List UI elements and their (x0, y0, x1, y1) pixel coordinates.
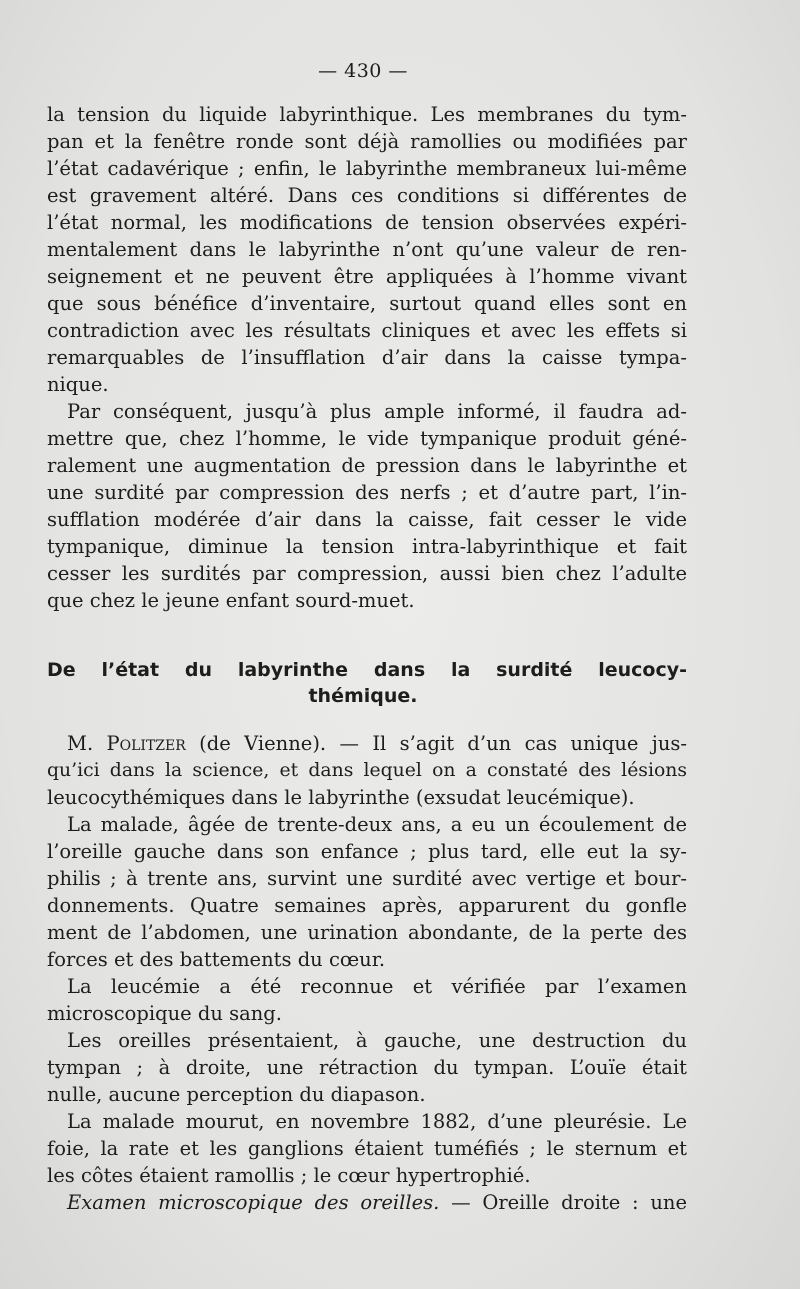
text-line: l’état normal, les modifications de tension observées expéri- (47, 211, 687, 234)
text-line: tympan ; à droite, une rétraction du tympan. L’ouïe était (47, 1056, 687, 1079)
text-line: nique. (47, 373, 109, 396)
text-line: qu’ici dans la science, et dans lequel on a constaté des lésions (47, 760, 687, 781)
text-line: sufflation modérée d’air dans la caisse, fait cesser le vide (47, 508, 687, 531)
text-line: La leucémie a été reconnue et vérifiée par l’examen (67, 975, 687, 998)
italic-subheading: Examen microscopique des oreilles. (67, 1191, 440, 1214)
text-line: contradiction avec les résultats cliniques et avec les effets si (47, 319, 687, 342)
text-line: est gravement altéré. Dans ces conditions si différentes de (47, 184, 687, 207)
text-line: ment de l’abdomen, une urination abondante, de la perte des (47, 921, 687, 944)
text-line: ralement une augmentation de pression dans le labyrinthe et (47, 454, 687, 477)
text-line: La malade, âgée de trente-deux ans, a eu un écoulement de (67, 813, 687, 836)
text-line (67, 1189, 687, 1216)
text-line: Par conséquent, jusqu’à plus ample informé, il faudra ad- (67, 400, 687, 423)
text-fragment: — Oreille droite : une (439, 1191, 687, 1214)
text-line (67, 730, 687, 757)
text-line: mettre que, chez l’homme, le vide tympanique produit géné- (47, 427, 687, 450)
text-line: leucocythémiques dans le labyrinthe (exsudat leucémique). (47, 786, 635, 809)
section-heading-continued: thémique. (308, 685, 418, 707)
text-line: forces et des battements du cœur. (47, 948, 386, 971)
text-line: donnements. Quatre semaines après, apparurent du gonfle (47, 894, 687, 917)
text-line: Les oreilles présentaient, à gauche, une destruction du (67, 1029, 687, 1052)
text-fragment: (de Vienne). — Il s’agit d’un cas unique jus- (185, 732, 687, 755)
text-line: microscopique du sang. (47, 1002, 282, 1025)
text-line: les côtes étaient ramollis ; le cœur hypertrophié. (47, 1164, 531, 1187)
text-line: la tension du liquide labyrinthique. Les membranes du tym- (47, 103, 687, 126)
text-line: foie, la rate et les ganglions étaient tuméfiés ; le sternum et (47, 1137, 687, 1160)
text-line: l’oreille gauche dans son enfance ; plus tard, elle eut la sy- (47, 840, 687, 863)
author-name: M. Politzer (67, 732, 186, 755)
text-line: La malade mourut, en novembre 1882, d’une pleurésie. Le (67, 1110, 687, 1133)
text-line: pan et la fenêtre ronde sont déjà ramollies ou modifiées par (47, 130, 687, 153)
text-line: une surdité par compression des nerfs ; et d’autre part, l’in- (47, 481, 687, 504)
text-line: tympanique, diminue la tension intra-labyrinthique et fait (47, 535, 687, 558)
text-line: que sous bénéfice d’inventaire, surtout quand elles sont en (47, 292, 687, 315)
text-line: remarquables de l’insufflation d’air dans la caisse tympa- (47, 346, 687, 369)
text-line: seignement et ne peuvent être appliquées à l’homme vivant (47, 265, 687, 288)
text-line: que chez le jeune enfant sourd-muet. (47, 589, 415, 612)
text-line: nulle, aucune perception du diapason. (47, 1083, 426, 1106)
text-line: cesser les surdités par compression, aussi bien chez l’adulte (47, 562, 687, 585)
page-number: — 430 — (318, 60, 408, 82)
text-line: philis ; à trente ans, survint une surdité avec vertige et bour- (47, 867, 687, 890)
section-heading: De l’état du labyrinthe dans la surdité leucocy- (47, 659, 687, 681)
text-line: mentalement dans le labyrinthe n’ont qu’une valeur de ren- (47, 238, 687, 261)
text-line: l’état cadavérique ; enfin, le labyrinthe membraneux lui-même (47, 157, 687, 180)
